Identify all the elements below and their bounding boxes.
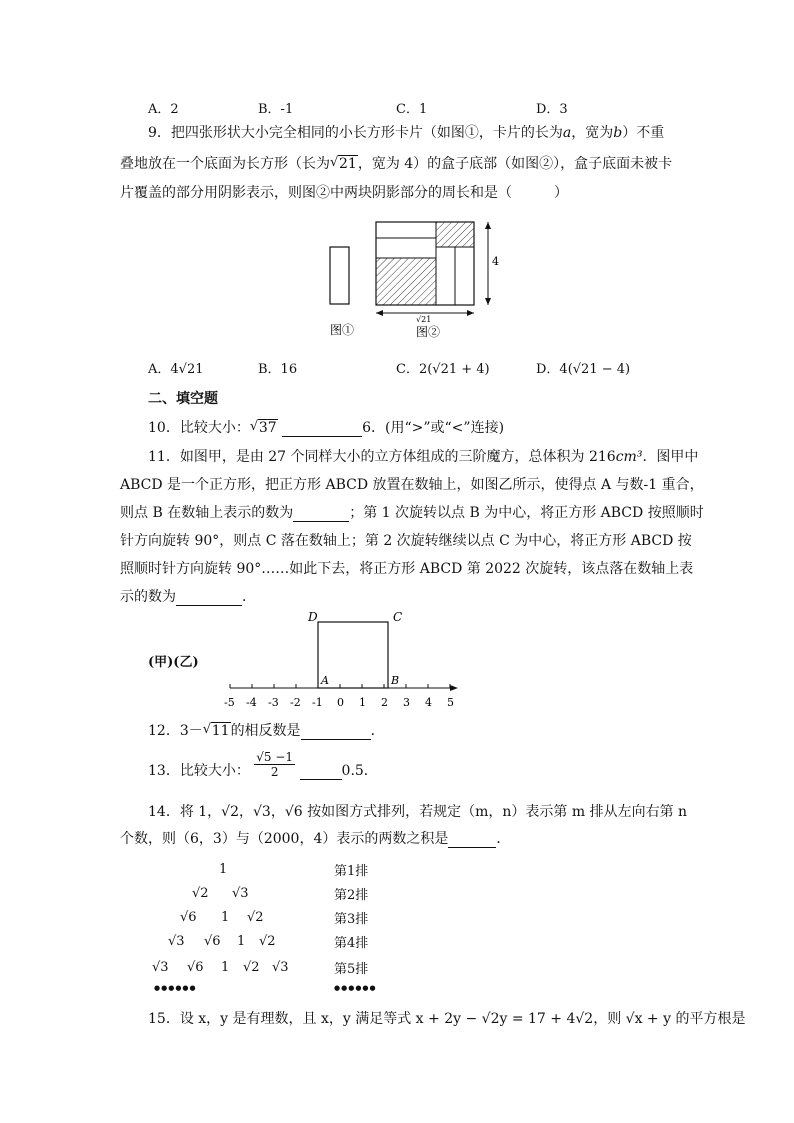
q12-line: 12．3－√ 11的相反数是 ． [148, 722, 385, 740]
q9-option-b: B．16 [258, 362, 298, 377]
q9-option-d: D．4(√21 − 4) [536, 362, 631, 377]
q8-option-a: A．2 [148, 102, 179, 117]
tri-r3-c2: 1 [221, 910, 230, 925]
dim-width-label: √21 [416, 315, 432, 324]
tri-r2-c1: √2 [192, 886, 209, 901]
q11-number-line-figure [220, 608, 470, 712]
axis-tick-label: -1 [312, 696, 323, 709]
q9-option-a: A．4√21 [148, 362, 204, 377]
q13-blank [300, 765, 342, 780]
tri-r3-c1: √6 [180, 910, 197, 925]
axis-tick-label: 0 [337, 696, 344, 709]
q9-option-c: C．2(√21 + 4) [396, 362, 490, 377]
row-label-3: 第3排 [334, 912, 369, 927]
q11-fig-label: (甲)(乙) [148, 655, 199, 670]
row-label-ellipsis: ●●●●●● [334, 984, 377, 992]
axis-tick-label: -2 [290, 696, 301, 709]
q8-option-d: D．3 [536, 102, 568, 117]
tri-r4-c3: 1 [237, 934, 246, 949]
row-label-4: 第4排 [334, 936, 369, 951]
q11-line-4: 针方向旋转 90°，则点 C 落在数轴上；第 2 次旋转继续以点 C 为中心，将正方形 ABCD 按 [120, 533, 692, 549]
q8-option-b: B．-1 [258, 102, 294, 117]
row-label-2: 第2排 [334, 888, 369, 903]
q8-option-c: C．1 [396, 102, 428, 117]
q9-line-2: 叠地放在一个底面为长方形（长为√ 21，宽为 4）的盒子底部（如图②），盒子底面未被卡 [120, 155, 672, 173]
row-label-5: 第5排 [334, 962, 369, 977]
axis-tick-label: -4 [246, 696, 257, 709]
dim-height-label: 4 [492, 255, 499, 268]
q10-blank [282, 422, 362, 437]
q11-line-2: ABCD 是一个正方形，把正方形 ABCD 放置在数轴上，如图乙所示，使得点 A 与数-1 重合， [120, 477, 704, 493]
axis-tick-label: -3 [268, 696, 279, 709]
tri-r1-c1: 1 [219, 862, 228, 877]
q11-line-1: 11．如图甲，是由 27 个同样大小的立方体组成的三阶魔方，总体积为 216cm³．图甲中 [148, 449, 699, 465]
tri-r4-c2: √6 [204, 934, 221, 949]
card-figure-1 [330, 247, 349, 304]
q9-figure [320, 212, 510, 342]
q11-blank-1 [293, 507, 349, 522]
section-title: 二、填空题 [148, 391, 218, 407]
point-c: C [393, 610, 403, 624]
axis-tick-label: 2 [381, 696, 388, 709]
q9-line-1: 9．把四张形状大小完全相同的小长方形卡片（如图①，卡片的长为a，宽为b）不重 [148, 125, 665, 141]
tri-r2-c2: √3 [232, 886, 249, 901]
q14-line-2: 个数，则（6，3）与（2000，4）表示的两数之积是 ． [120, 831, 511, 847]
q9-line-3: 片覆盖的部分用阴影表示，则图②中两块阴影部分的周长和是（ ） [120, 185, 568, 201]
point-d: D [308, 610, 318, 624]
point-b: B [391, 674, 400, 687]
axis-tick-label: 3 [403, 696, 410, 709]
tri-r5-c3: 1 [221, 960, 230, 975]
tri-r4-c1: √3 [168, 934, 185, 949]
q11-line-5: 照顺时针方向旋转 90°……如此下去，将正方形 ABCD 第 2022 次旋转，该点落在数轴上表 [120, 561, 694, 577]
q11-line-3: 则点 B 在数轴上表示的数为 ；第 1 次旋转以点 B 为中心，将正方形 ABCD 按照顺时 [120, 505, 704, 521]
tri-r5-c5: √3 [272, 960, 289, 975]
q11-line-6: 示的数为 ． [120, 589, 256, 605]
tri-r4-c4: √2 [259, 934, 276, 949]
q11-blank-2 [176, 591, 242, 606]
tri-ellipsis: ●●●●●● [154, 984, 197, 992]
axis-tick-label: 4 [425, 696, 432, 709]
axis-tick-label: 1 [359, 696, 366, 709]
q13-line: 13．比较大小： $\frac{√5 -1}{2}$ 0.5． [148, 749, 378, 779]
tri-r3-c3: √2 [247, 910, 264, 925]
fig2-label: 图② [416, 325, 441, 339]
tri-r5-c2: √6 [187, 960, 204, 975]
fig1-label: 图① [330, 323, 355, 337]
shaded-region-left [376, 258, 436, 305]
axis-tick-label: 5 [447, 696, 454, 709]
q10-line: 10．比较大小：√ 37 6．(用“>”或“<”连接) [148, 419, 504, 437]
q12-blank [301, 725, 371, 740]
axis-tick-label: -5 [224, 696, 235, 709]
q14-line-1: 14．将 1，√2，√3，√6 按如图方式排列，若规定（m，n）表示第 m 排从左向右第 n [148, 804, 688, 820]
q14-blank [448, 833, 496, 848]
point-a: A [321, 674, 329, 687]
shaded-region-right [436, 222, 474, 247]
tri-r5-c4: √2 [243, 960, 260, 975]
tri-r5-c1: √3 [152, 960, 169, 975]
row-label-1: 第1排 [334, 864, 369, 879]
q15-line: 15．设 x，y 是有理数，且 x，y 满足等式 x + 2y − √2y = 17 + 4√2，则 √x + y 的平方根是 [148, 1011, 746, 1027]
